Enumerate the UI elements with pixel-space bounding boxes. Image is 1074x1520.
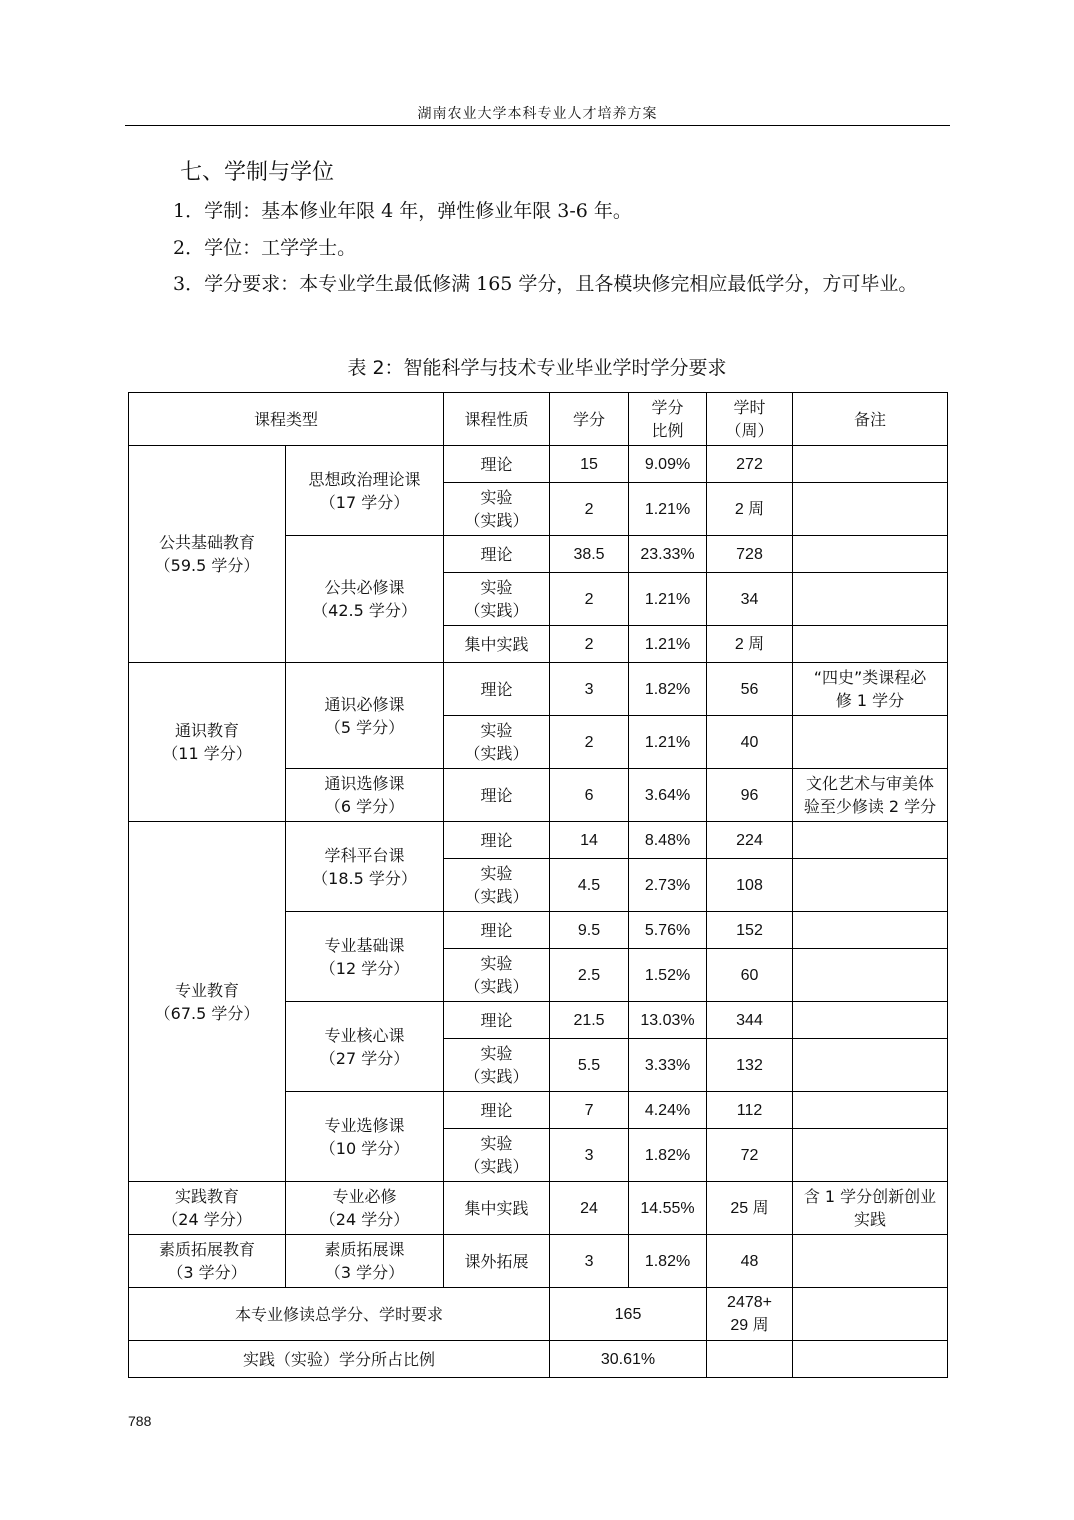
ratio-cell: 1.21% [629, 483, 707, 536]
subcategory-cell: 学科平台课 （18.5 学分） [286, 822, 444, 912]
nature-cell: 理论 [444, 536, 550, 573]
ratio-cell: 1.52% [629, 949, 707, 1002]
credits-cell: 7 [550, 1092, 629, 1129]
hours-cell: 72 [707, 1129, 793, 1182]
hours-cell: 60 [707, 949, 793, 1002]
table-row [129, 446, 948, 483]
subcategory-cell: 专业核心课 （27 学分） [286, 1002, 444, 1092]
subcategory-cell: 公共必修课 （42.5 学分） [286, 536, 444, 663]
section-title: 七、学制与学位 [180, 160, 335, 185]
hours-cell: 48 [707, 1235, 793, 1288]
hours-cell: 96 [707, 769, 793, 822]
hours-cell: 56 [707, 663, 793, 716]
header-nature: 课程性质 [444, 393, 550, 446]
nature-cell: 实验 （实践） [444, 859, 550, 912]
subcategory-cell: 专业基础课 （12 学分） [286, 912, 444, 1002]
remark-cell [793, 1039, 948, 1092]
hours-cell: 2 周 [707, 483, 793, 536]
remark-cell [793, 483, 948, 536]
total-hours: 2478+ 29 周 [707, 1288, 793, 1341]
hours-cell: 224 [707, 822, 793, 859]
header-ratio: 学分 比例 [629, 393, 707, 446]
header-category: 课程类型 [129, 393, 444, 446]
nature-cell: 理论 [444, 446, 550, 483]
hours-cell: 344 [707, 1002, 793, 1039]
hours-cell: 40 [707, 716, 793, 769]
credits-cell: 2.5 [550, 949, 629, 1002]
remark-cell: “四史”类课程必 修 1 学分 [793, 663, 948, 716]
remark-cell: 含 1 学分创新创业 实践 [793, 1182, 948, 1235]
hours-cell: 152 [707, 912, 793, 949]
subcategory-cell: 思想政治理论课 （17 学分） [286, 446, 444, 536]
page-number: 788 [128, 1413, 152, 1429]
category-cell: 通识教育 （11 学分） [129, 663, 286, 822]
hours-cell: 34 [707, 573, 793, 626]
credits-cell: 24 [550, 1182, 629, 1235]
subcategory-cell: 专业选修课 （10 学分） [286, 1092, 444, 1182]
ratio-cell: 4.24% [629, 1092, 707, 1129]
credits-cell: 6 [550, 769, 629, 822]
nature-cell: 实验 （实践） [444, 1039, 550, 1092]
total-label: 本专业修读总学分、学时要求 [129, 1288, 550, 1341]
remark-cell [793, 1002, 948, 1039]
total-credits: 165 [550, 1288, 707, 1341]
credit-requirements-table [128, 392, 948, 1378]
hours-cell: 108 [707, 859, 793, 912]
hours-cell: 728 [707, 536, 793, 573]
category-cell: 专业教育 （67.5 学分） [129, 822, 286, 1182]
practice-ratio-label: 实践（实验）学分所占比例 [129, 1341, 550, 1378]
remark-cell [793, 912, 948, 949]
table-row [129, 822, 948, 859]
remark-cell [793, 822, 948, 859]
practice-ratio-row [129, 1341, 948, 1378]
remark-cell [793, 1235, 948, 1288]
nature-cell: 集中实践 [444, 1182, 550, 1235]
ratio-cell: 14.55% [629, 1182, 707, 1235]
nature-cell: 实验 （实践） [444, 949, 550, 1002]
header-remark: 备注 [793, 393, 948, 446]
ratio-cell: 1.82% [629, 1129, 707, 1182]
ratio-cell: 23.33% [629, 536, 707, 573]
credits-cell: 38.5 [550, 536, 629, 573]
remark-cell [793, 446, 948, 483]
header-hours: 学时 （周） [707, 393, 793, 446]
credits-cell: 21.5 [550, 1002, 629, 1039]
header-credits: 学分 [550, 393, 629, 446]
remark-cell [793, 626, 948, 663]
credits-cell: 9.5 [550, 912, 629, 949]
ratio-cell: 1.21% [629, 573, 707, 626]
hours-cell: 25 周 [707, 1182, 793, 1235]
credits-cell: 3 [550, 1235, 629, 1288]
credits-cell: 4.5 [550, 859, 629, 912]
hours-cell: 272 [707, 446, 793, 483]
nature-cell: 实验 （实践） [444, 573, 550, 626]
ratio-cell: 1.82% [629, 1235, 707, 1288]
table-row [129, 1182, 948, 1235]
nature-cell: 理论 [444, 1092, 550, 1129]
credits-cell: 3 [550, 1129, 629, 1182]
hours-cell: 2 周 [707, 626, 793, 663]
total-remark [793, 1288, 948, 1341]
table-header-row [129, 393, 948, 446]
remark-cell [793, 949, 948, 1002]
nature-cell: 实验 （实践） [444, 1129, 550, 1182]
remark-cell [793, 1092, 948, 1129]
credits-cell: 2 [550, 716, 629, 769]
credits-cell: 14 [550, 822, 629, 859]
table-row [129, 1235, 948, 1288]
paragraph-credits: 3．学分要求：本专业学生最低修满 165 学分，且各模块修完相应最低学分，方可毕业。 [173, 273, 918, 295]
table-row [129, 663, 948, 716]
nature-cell: 理论 [444, 912, 550, 949]
nature-cell: 实验 （实践） [444, 483, 550, 536]
table-caption: 表 2：智能科学与技术专业毕业学时学分要求 [347, 357, 727, 379]
ratio-cell: 1.21% [629, 716, 707, 769]
remark-cell [793, 536, 948, 573]
remark-cell: 文化艺术与审美体 验至少修读 2 学分 [793, 769, 948, 822]
ratio-cell: 3.64% [629, 769, 707, 822]
remark-cell [793, 716, 948, 769]
ratio-cell: 8.48% [629, 822, 707, 859]
subcategory-cell: 通识选修课 （6 学分） [286, 769, 444, 822]
hours-cell: 112 [707, 1092, 793, 1129]
paragraph-degree: 2．学位：工学学士。 [173, 237, 357, 259]
subcategory-cell: 通识必修课 （5 学分） [286, 663, 444, 769]
nature-cell: 理论 [444, 769, 550, 822]
remark-cell [793, 573, 948, 626]
ratio-cell: 9.09% [629, 446, 707, 483]
remark-cell [793, 859, 948, 912]
nature-cell: 理论 [444, 822, 550, 859]
ratio-cell: 2.73% [629, 859, 707, 912]
nature-cell: 集中实践 [444, 626, 550, 663]
nature-cell: 理论 [444, 1002, 550, 1039]
credits-cell: 15 [550, 446, 629, 483]
practice-ratio-remark [793, 1341, 948, 1378]
ratio-cell: 1.21% [629, 626, 707, 663]
credits-cell: 2 [550, 573, 629, 626]
category-cell: 素质拓展教育 （3 学分） [129, 1235, 286, 1288]
practice-ratio-value: 30.61% [550, 1341, 707, 1378]
nature-cell: 实验 （实践） [444, 716, 550, 769]
credits-cell: 2 [550, 626, 629, 663]
total-row [129, 1288, 948, 1341]
subcategory-cell: 专业必修 （24 学分） [286, 1182, 444, 1235]
credits-cell: 3 [550, 663, 629, 716]
credits-cell: 2 [550, 483, 629, 536]
page-header: 湖南农业大学本科专业人才培养方案 [417, 106, 658, 122]
remark-cell [793, 1129, 948, 1182]
category-cell: 实践教育 （24 学分） [129, 1182, 286, 1235]
ratio-cell: 3.33% [629, 1039, 707, 1092]
subcategory-cell: 素质拓展课 （3 学分） [286, 1235, 444, 1288]
ratio-cell: 1.82% [629, 663, 707, 716]
ratio-cell: 13.03% [629, 1002, 707, 1039]
ratio-cell: 5.76% [629, 912, 707, 949]
category-cell: 公共基础教育 （59.5 学分） [129, 446, 286, 663]
paragraph-duration: 1．学制：基本修业年限 4 年，弹性修业年限 3-6 年。 [173, 200, 632, 222]
nature-cell: 理论 [444, 663, 550, 716]
nature-cell: 课外拓展 [444, 1235, 550, 1288]
practice-ratio-hours [707, 1341, 793, 1378]
header-rule [125, 125, 950, 126]
credits-cell: 5.5 [550, 1039, 629, 1092]
hours-cell: 132 [707, 1039, 793, 1092]
